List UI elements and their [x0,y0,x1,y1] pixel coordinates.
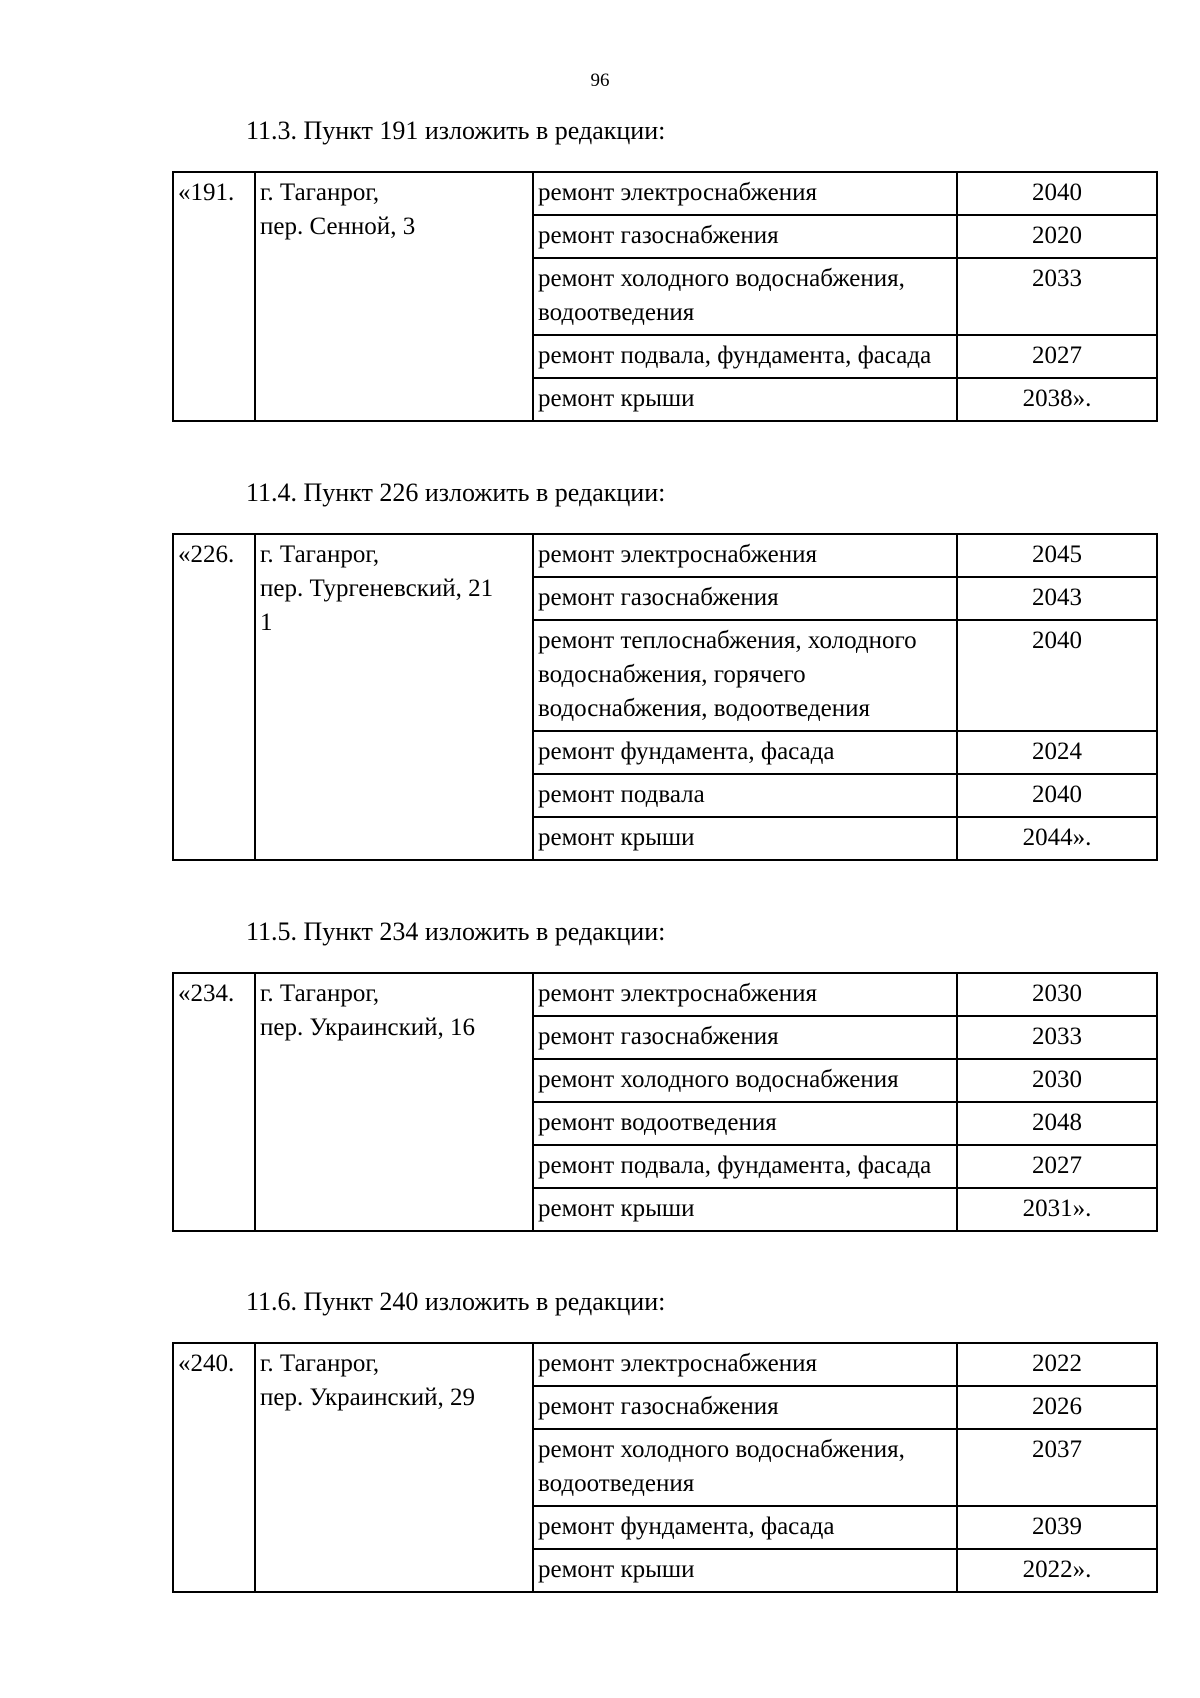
work-type: ремонт подвала [533,774,957,817]
work-year: 2027 [957,335,1157,378]
work-year: 2022». [957,1549,1157,1592]
work-type: ремонт фундамента, фасада [533,1506,957,1549]
work-type: ремонт газоснабжения [533,1386,957,1429]
item-number: «226. [173,534,255,860]
work-year: 2039 [957,1506,1157,1549]
work-year: 2040 [957,620,1157,731]
table-row [173,1343,1157,1386]
work-type: ремонт электроснабжения [533,172,957,215]
work-year: 2040 [957,172,1157,215]
work-year: 2030 [957,1059,1157,1102]
work-type: ремонт теплоснабжения, холодного водоснабжения, горячего водоснабжения, водоотведения [533,620,957,731]
work-year: 2022 [957,1343,1157,1386]
item-number: «240. [173,1343,255,1592]
work-type: ремонт подвала, фундамента, фасада [533,1145,957,1188]
item-address: г. Таганрог, пер. Тургеневский, 21 1 [255,534,533,860]
work-year: 2038». [957,378,1157,421]
table-row [173,172,1157,215]
work-year: 2044». [957,817,1157,860]
work-year: 2026 [957,1386,1157,1429]
item-number: «234. [173,973,255,1231]
work-year: 2030 [957,973,1157,1016]
work-type: ремонт фундамента, фасада [533,731,957,774]
amendment-table-191 [172,171,1158,422]
item-number: «191. [173,172,255,421]
amendment-table-240 [172,1342,1158,1593]
work-type: ремонт холодного водоснабжения [533,1059,957,1102]
item-address: г. Таганрог, пер. Украинский, 16 [255,973,533,1231]
work-type: ремонт крыши [533,1188,957,1231]
section-heading-11-4: 11.4. Пункт 226 изложить в редакции: [246,478,666,507]
work-type: ремонт электроснабжения [533,1343,957,1386]
work-year: 2045 [957,534,1157,577]
section-heading-11-6: 11.6. Пункт 240 изложить в редакции: [246,1287,666,1316]
work-year: 2033 [957,1016,1157,1059]
work-year: 2048 [957,1102,1157,1145]
work-year: 2020 [957,215,1157,258]
work-type: ремонт холодного водоснабжения, водоотведения [533,1429,957,1506]
work-year: 2024 [957,731,1157,774]
item-address: г. Таганрог, пер. Сенной, 3 [255,172,533,421]
work-year: 2033 [957,258,1157,335]
work-year: 2031». [957,1188,1157,1231]
work-type: ремонт газоснабжения [533,577,957,620]
work-type: ремонт газоснабжения [533,215,957,258]
work-year: 2037 [957,1429,1157,1506]
work-type: ремонт электроснабжения [533,534,957,577]
work-type: ремонт крыши [533,378,957,421]
section-heading-11-3: 11.3. Пункт 191 изложить в редакции: [246,116,666,145]
work-year: 2027 [957,1145,1157,1188]
table-row [173,534,1157,577]
work-type: ремонт водоотведения [533,1102,957,1145]
amendment-table-226 [172,533,1158,861]
work-year: 2040 [957,774,1157,817]
work-year: 2043 [957,577,1157,620]
work-type: ремонт крыши [533,1549,957,1592]
work-type: ремонт газоснабжения [533,1016,957,1059]
section-heading-11-5: 11.5. Пункт 234 изложить в редакции: [246,917,666,946]
table-row [173,973,1157,1016]
work-type: ремонт подвала, фундамента, фасада [533,335,957,378]
work-type: ремонт крыши [533,817,957,860]
item-address: г. Таганрог, пер. Украинский, 29 [255,1343,533,1592]
amendment-table-234 [172,972,1158,1232]
work-type: ремонт холодного водоснабжения, водоотведения [533,258,957,335]
page-number: 96 [590,70,610,91]
work-type: ремонт электроснабжения [533,973,957,1016]
